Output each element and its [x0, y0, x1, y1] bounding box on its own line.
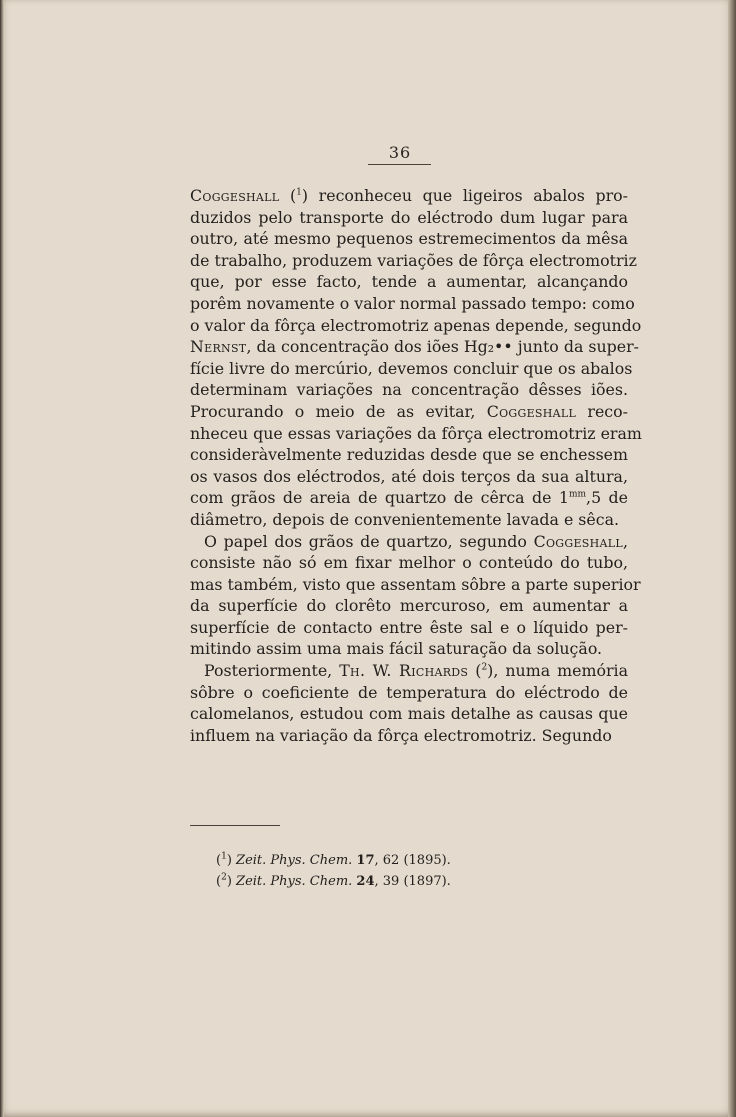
- text-line: [190, 617, 628, 639]
- text-segment: determinam variações na concentração dêsses iões.: [190, 380, 628, 400]
- text-segment: o valor da fôrça electromotriz apenas depende, segundo: [190, 315, 642, 335]
- page-left-edge-shadow: [0, 0, 4, 1117]
- text-segment: com grãos de areia de quartzo de cêrca de 1: [190, 488, 569, 508]
- page-number-rule: [368, 164, 431, 165]
- text-line: [190, 358, 633, 380]
- text-segment: Procurando o meio de as evitar,: [190, 401, 487, 421]
- text-line: [190, 703, 628, 725]
- text-line: [190, 574, 641, 596]
- text-line: [190, 487, 628, 509]
- text-segment: duzidos pelo transporte do eléctrodo dum lugar para: [190, 207, 628, 227]
- text-segment: da superfície do clorêto mercuroso, em aumentar a: [190, 596, 628, 616]
- text-segment: calomelanos, estudou com mais detalhe as causas que: [190, 704, 628, 724]
- text-segment: reco-: [576, 401, 629, 421]
- text-segment: mitindo assim uma mais fácil saturação da solução.: [190, 639, 603, 659]
- superscript: mm: [568, 490, 587, 501]
- text-segment: (: [468, 661, 482, 681]
- text-line: [190, 531, 628, 553]
- superscript: 1: [296, 187, 302, 198]
- text-line: [190, 682, 628, 704]
- text-segment: superfície de contacto entre êste sal e o líquido per-: [190, 617, 628, 637]
- text-segment: ,: [622, 531, 628, 551]
- footnote-mark: 2: [221, 872, 227, 883]
- text-segment: ), numa memória: [487, 661, 628, 681]
- text-segment: mas também, visto que assentam sôbre a parte superior: [190, 574, 641, 594]
- footnote-reference: , 39 (1897).: [374, 874, 451, 889]
- text-segment: porêm novamente o valor normal passado tempo: como: [190, 293, 635, 313]
- footnote-mark: 1: [221, 851, 227, 862]
- text-line: [190, 423, 642, 445]
- text-line: [190, 379, 628, 401]
- text-segment: influem na variação da fôrça electromotriz. Segundo: [190, 725, 612, 745]
- text-line: [190, 725, 628, 747]
- footnote: ($^1$) Zeit. Phys. Chem. 17, 62 (1895).: [216, 851, 451, 868]
- footnote-journal: Zeit. Phys. Chem.: [236, 853, 353, 868]
- text-line: [190, 552, 628, 574]
- text-line: [190, 271, 628, 293]
- footnote-reference: , 62 (1895).: [374, 853, 451, 868]
- text-segment: nheceu que essas variações da fôrça electromotriz eram: [190, 423, 642, 443]
- text-segment: O papel dos grãos de quartzo, segundo: [204, 531, 534, 551]
- text-segment: outro, até mesmo pequenos estremecimentos da mêsa: [190, 229, 628, 249]
- footnote-separator-rule: [190, 825, 280, 826]
- superscript: 2: [481, 662, 488, 673]
- text-line: [190, 509, 628, 531]
- text-line: [190, 638, 628, 660]
- page-right-edge-shadow: [728, 0, 736, 1117]
- text-line: [190, 228, 628, 250]
- footnote-volume: 17: [356, 853, 375, 868]
- text-line: [190, 315, 642, 337]
- text-line: [190, 293, 635, 315]
- text-line: [190, 660, 628, 682]
- text-segment: de trabalho, produzem variações de fôrça electromotriz: [190, 250, 637, 270]
- text-segment: consideràvelmente reduzidas desde que se enchessem: [190, 445, 628, 465]
- text-line: [190, 595, 628, 617]
- footnote: ($^2$) Zeit. Phys. Chem. 24, 39 (1897).: [216, 872, 451, 889]
- text-segment: , da concentração dos iões Hg₂•• junto da super-: [246, 337, 640, 357]
- text-segment: (: [279, 186, 297, 205]
- text-segment: os vasos dos eléctrodos, até dois terços da sua altura,: [190, 466, 628, 486]
- text-line: [190, 207, 628, 229]
- text-segment: diâmetro, depois de convenientemente lavada e sêca.: [190, 509, 620, 529]
- footnote-volume: 24: [356, 874, 375, 889]
- footnote-journal: Zeit. Phys. Chem.: [236, 874, 353, 889]
- text-line: [190, 444, 628, 466]
- author-name: Coggeshall: [486, 401, 577, 421]
- text-segment: ) reconheceu que ligeiros abalos pro-: [301, 186, 628, 205]
- text-segment: ,5 de: [586, 488, 629, 508]
- page-number: 36: [388, 143, 412, 162]
- text-line: [190, 401, 628, 423]
- text-line: [190, 336, 640, 358]
- text-segment: consiste não só em fixar melhor o conteúdo do tubo,: [190, 553, 628, 573]
- text-segment: Posteriormente,: [204, 661, 340, 681]
- text-line: [190, 250, 637, 272]
- author-name: Nernst: [190, 337, 247, 357]
- footnotes: [216, 850, 451, 892]
- author-name: Coggeshall: [533, 531, 623, 551]
- text-segment: fície livre do mercúrio, devemos concluir que os abalos: [190, 358, 633, 378]
- body-text: [190, 185, 642, 746]
- author-name: Coggeshall: [190, 186, 280, 205]
- text-segment: sôbre o coeficiente de temperatura do eléctrodo de: [190, 682, 628, 702]
- text-segment: que, por esse facto, tende a aumentar, alcançando: [190, 272, 628, 292]
- author-name: Th. W. Richards: [339, 661, 469, 681]
- text-line: [190, 466, 628, 488]
- text-line: [190, 185, 628, 207]
